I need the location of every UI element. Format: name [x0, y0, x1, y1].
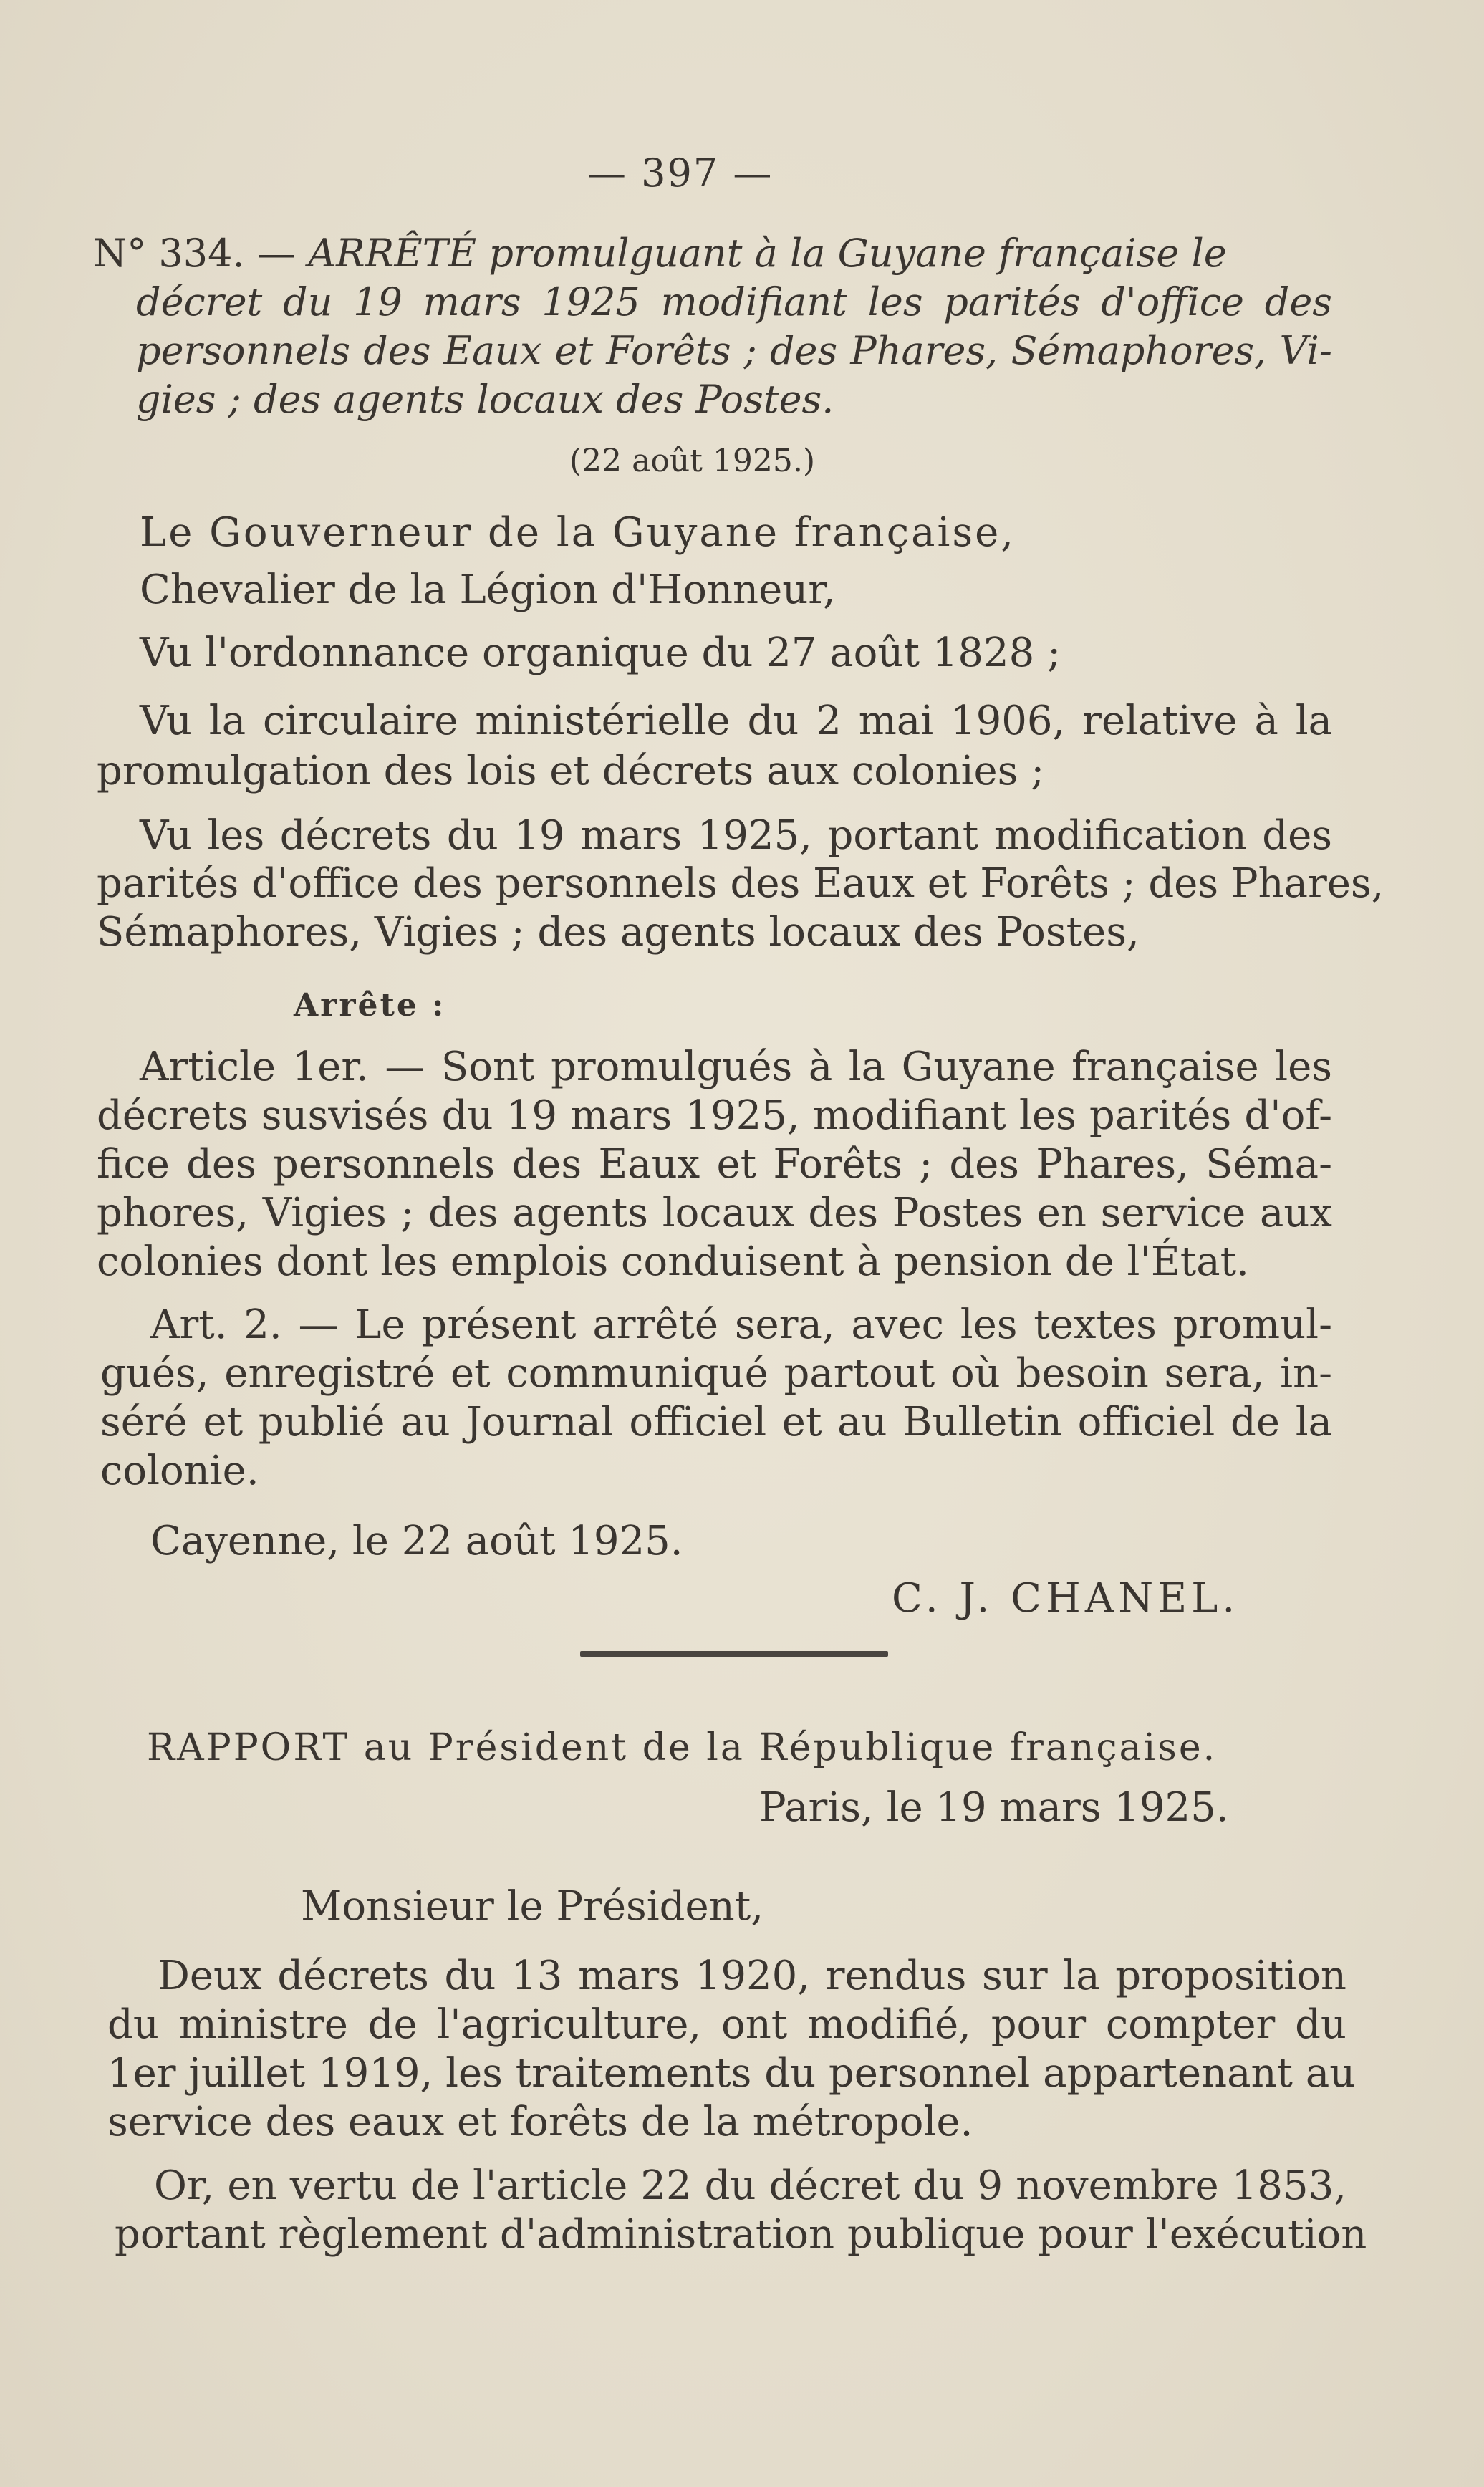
arrete-title-line: gies ; des agents locaux des Postes. — [136, 377, 834, 422]
rapport-para-2-line: portant règlement d'administration publique pour l'exécution — [115, 2211, 1367, 2258]
arrete-place-date: Cayenne, le 22 août 1925. — [150, 1518, 683, 1564]
rapport-title: RAPPORT au Président de la République française. — [147, 1726, 1218, 1769]
arrete-label: Arrête : — [294, 987, 446, 1024]
vu-ordonnance: Vu l'ordonnance organique du 27 août 1828 ; — [140, 630, 1061, 676]
arrete-date: (22 août 1925.) — [569, 443, 815, 479]
vu-decrets-line: parités d'office des personnels des Eaux et Forêts ; des Phares, — [97, 860, 1384, 907]
rapport-para-1-line: service des eaux et forêts de la métropole. — [107, 2099, 973, 2145]
article-1-line: phores, Vigies ; des agents locaux des Postes en service aux — [97, 1190, 1332, 1236]
article-1-line: Article 1er. — Sont promulgués à la Guyane française les — [140, 1044, 1332, 1090]
article-2-line: gués, enregistré et communiqué partout où besoin sera, in- — [100, 1350, 1332, 1397]
governor-line: Le Gouverneur de la Guyane française, — [140, 509, 1016, 556]
rapport-para-1-line: Deux décrets du 13 mars 1920, rendus sur la proposition — [158, 1953, 1346, 1999]
rapport-para-1-line: 1er juillet 1919, les traitements du personnel appartenant au — [107, 2050, 1356, 2097]
article-2-line: Art. 2. — Le présent arrêté sera, avec les textes promul- — [150, 1302, 1332, 1348]
article-1-line: fice des personnels des Eaux et Forêts ; des Phares, Séma- — [97, 1141, 1332, 1188]
article-2-line: séré et publié au Journal officiel et au Bulletin officiel de la — [100, 1399, 1332, 1445]
section-divider — [580, 1651, 888, 1657]
article-2-line: colonie. — [100, 1448, 259, 1494]
vu-circulaire-line: Vu la circulaire ministérielle du 2 mai 1906, relative à la — [140, 698, 1332, 744]
vu-circulaire-line: promulgation des lois et décrets aux colonies ; — [97, 748, 1045, 794]
article-1-line: colonies dont les emplois conduisent à pension de l'État. — [97, 1238, 1249, 1285]
vu-decrets-line: Vu les décrets du 19 mars 1925, portant modification des — [140, 812, 1332, 859]
vu-decrets-line: Sémaphores, Vigies ; des agents locaux des Postes, — [97, 909, 1140, 956]
article-1-line: décrets susvisés du 19 mars 1925, modifiant les parités d'of- — [97, 1092, 1332, 1139]
signature: C. J. CHANEL. — [892, 1575, 1240, 1622]
arrete-title-line: ARRÊTÉ promulguant à la Guyane française le — [308, 231, 1227, 276]
page-number: — 397 — — [587, 150, 774, 196]
salutation: Monsieur le Président, — [301, 1883, 763, 1930]
arrete-title-line: personnels des Eaux et Forêts ; des Phares, Sémaphores, Vi- — [136, 328, 1332, 373]
arrete-title-line: décret du 19 mars 1925 modifiant les parités d'office des — [136, 279, 1332, 324]
rapport-para-1-line: du ministre de l'agriculture, ont modifié, pour compter du — [107, 2001, 1346, 2048]
arrete-number: N° 334. — — [93, 231, 296, 276]
honor-line: Chevalier de la Légion d'Honneur, — [140, 567, 836, 613]
rapport-place-date: Paris, le 19 mars 1925. — [759, 1784, 1229, 1831]
arrete-heading-line-1 — [93, 231, 1332, 276]
rapport-para-2-line: Or, en vertu de l'article 22 du décret du 9 novembre 1853, — [154, 2163, 1346, 2209]
